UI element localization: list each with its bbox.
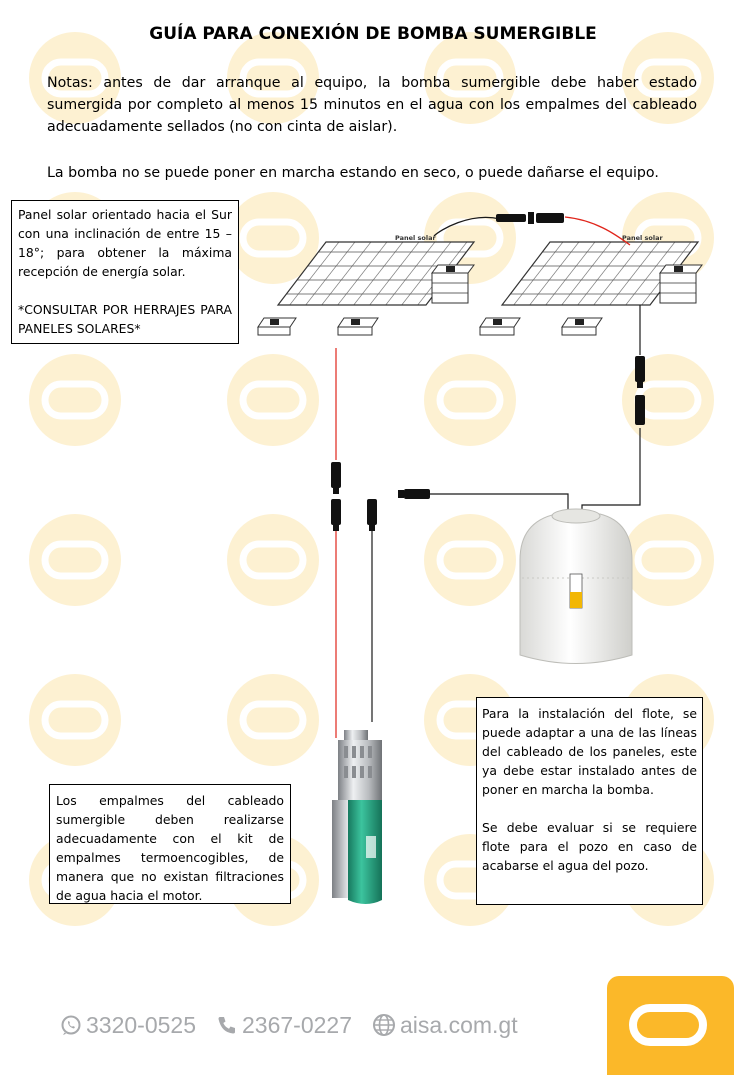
submersible-pump [332,730,382,904]
mount-block-left-2 [338,318,378,335]
website-url: aisa.com.gt [400,1011,518,1038]
float-evaluation-text: Se debe evaluar si se requiere flote para el pozo en caso de acabarse el agua del pozo. [482,820,697,873]
dry-run-warning: La bomba no se puede poner en marcha estando en seco, o puede dañarse el equipo. [47,165,659,181]
mc4-connector-panel [635,356,645,425]
water-tank [520,509,632,664]
logo-ring [629,1004,707,1046]
panel-orientation-callout [11,200,239,344]
float-wire [582,428,640,512]
whatsapp-number: 3320-0525 [86,1011,196,1038]
solar-panel-right [480,234,702,335]
mount-block-right-1 [480,318,520,335]
mount-block-right-2 [562,318,602,335]
mc4-connector-top-2 [536,213,564,223]
mount-block-left-1 [258,318,296,335]
panel-right-label: Panel solar [622,234,663,242]
mounting-hardware-note: *CONSULTAR POR HERRAJES PARA PANELES SOLARES* [18,302,232,336]
panel-orientation-text: Panel solar orientado hacia el Sur con una inclinación de entre 15 – 18°; para obtener la máxima recepción de energía solar. [18,207,232,279]
brand-logo [607,976,734,1075]
page-title: GUÍA PARA CONEXIÓN DE BOMBA SUMERGIBLE [149,24,597,44]
phone-contact[interactable] [216,1012,352,1039]
solar-panel-left [258,234,474,335]
whatsapp-icon [60,1014,82,1036]
mount-block-right-3 [660,265,702,303]
whatsapp-contact[interactable] [60,1012,196,1039]
mc4-connector-negative [367,499,377,531]
panel-left-label: Panel solar [395,234,436,242]
splices-text: Los empalmes del cableado sumergible deben realizarse adecuadamente con el kit de empalmes termoencogibles, de manera que no existan filtraciones de agua hacia el motor. [56,793,284,903]
globe-icon [372,1013,396,1037]
float-installation-text: Para la instalación del flote, se puede adaptar a una de las líneas del cableado de los paneles, este ya debe estar instalado antes de poner en marcha la bomba. [482,706,697,797]
float-callout [476,697,703,905]
mc4-connector-float [398,489,430,499]
mc4-connector-positive [331,462,341,531]
mount-block-left-3 [432,265,474,303]
phone-icon [216,1014,238,1036]
mc4-connector-top-1 [496,214,526,222]
phone-number: 2367-0227 [242,1011,352,1038]
splices-callout [49,784,291,904]
footer-contact [60,1011,538,1039]
website-link[interactable] [372,1012,518,1039]
notes-paragraph: Notas: antes de dar arranque al equipo, la bomba sumergible debe haber estado sumergida por completo al menos 15 minutos en el agua con los empalmes del cableado adecuadamente sellados (no con cinta de aislar). [47,75,697,135]
panel-interconnect [434,212,630,245]
